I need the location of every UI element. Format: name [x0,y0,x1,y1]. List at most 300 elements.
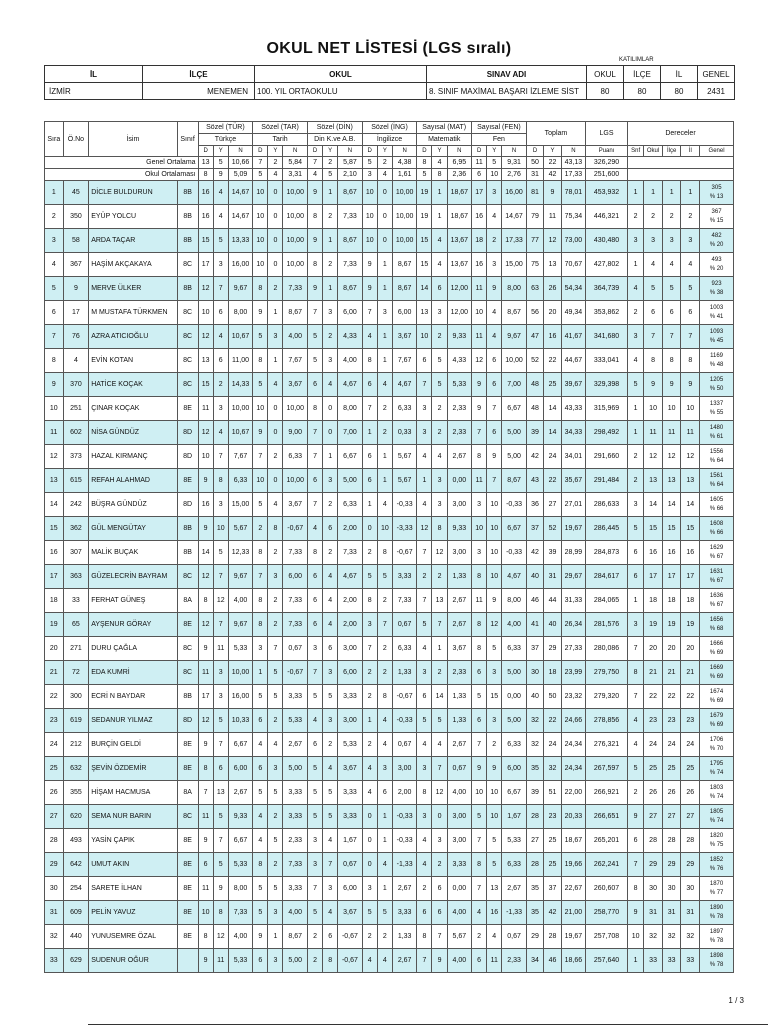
row-value: 3 [362,877,377,901]
row-value: 2 [432,565,447,589]
row-value: 3,00 [392,757,416,781]
row-value: 24 [544,733,561,757]
row-sira: 13 [45,469,64,493]
row-value: 12 [487,613,502,637]
row-value: 10 [472,781,487,805]
row-isim: AZRA ATICIOĞLU [89,325,177,349]
row-genel-rank: 1890 [709,904,724,911]
row-value: 11 [198,661,213,685]
average-value: 6 [472,169,487,181]
row-genel-percent: % 67 [709,553,724,560]
row-value: 25 [544,853,561,877]
row-value: 4 [644,253,663,277]
row-value: 7 [417,373,432,397]
table-row [45,229,734,253]
row-ono: 300 [63,685,89,709]
row-isim: BÜŞRA GÜNDÜZ [89,493,177,517]
col-ono: Ö.No [63,122,89,157]
average-value: 43,13 [561,157,585,169]
row-sinif: 8E [177,733,198,757]
row-value: 3,00 [447,493,471,517]
row-value: 4 [323,829,338,853]
row-value: 5 [307,685,322,709]
row-value: 8 [213,469,228,493]
row-value: 8,67 [338,277,362,301]
row-value: 286,633 [586,493,628,517]
row-value: 4 [213,325,228,349]
average-value: 4 [307,169,322,181]
row-value: -0,67 [392,685,416,709]
row-value: 9 [487,445,502,469]
row-value: 10,33 [228,709,252,733]
row-value: 10 [253,181,268,205]
row-value: 5 [268,685,283,709]
row-value: 8,67 [338,229,362,253]
row-value: 12 [198,325,213,349]
row-value: 10 [377,517,392,541]
row-value: 18 [472,229,487,253]
row-value: 5 [307,325,322,349]
row-isim: ECRİ N BAYDAR [89,685,177,709]
col-n: N [338,146,362,157]
row-value: 9 [198,469,213,493]
row-value: 12 [198,613,213,637]
row-value: 11 [644,421,663,445]
row-isim: DURU ÇAĞLA [89,637,177,661]
row-value: 9 [198,517,213,541]
average-value: 7 [307,157,322,169]
row-value: 3,33 [392,565,416,589]
row-value: 10,00 [283,205,307,229]
row-value: 9 [253,925,268,949]
row-value: 8 [253,277,268,301]
table-row [45,949,734,973]
row-value: 11 [487,949,502,973]
average-value: 5 [417,169,432,181]
row-sinif: 8C [177,637,198,661]
row-value: 2 [627,445,643,469]
row-value: 7 [681,325,700,349]
average-value: 4 [268,169,283,181]
row-value: 7 [307,661,322,685]
row-value: 3 [627,493,643,517]
row-value: 5 [432,349,447,373]
row-genel-percent: % 78 [709,913,724,920]
col-isim: İsim [89,122,177,157]
row-value: 11 [213,637,228,661]
row-value: 16 [544,325,561,349]
row-isim: EDA KUMRİ [89,661,177,685]
col-il: İl [681,146,700,157]
row-value: 3 [253,637,268,661]
row-genel [700,397,734,421]
row-value: 7 [472,733,487,757]
row-value: 4,00 [447,901,471,925]
row-value: 0 [362,805,377,829]
row-ono: 632 [63,757,89,781]
average-value: 5 [213,157,228,169]
header-ilce-value: MENEMEN [143,83,255,100]
row-value: 4 [213,205,228,229]
row-sinif: 8E [177,829,198,853]
row-genel [700,517,734,541]
row-value: 5,33 [228,853,252,877]
row-value: 8 [417,781,432,805]
row-value: 453,932 [586,181,628,205]
row-value: 2,67 [228,781,252,805]
row-value: 8 [253,541,268,565]
row-value: 1 [662,181,681,205]
row-value: 7,67 [392,349,416,373]
row-isim: SARETE İLHAN [89,877,177,901]
row-genel [700,181,734,205]
row-genel-rank: 1631 [709,568,724,575]
row-ono: 370 [63,373,89,397]
row-value: 4 [377,853,392,877]
row-value: 2,33 [447,421,471,445]
row-value: 10 [253,205,268,229]
row-value: 1 [432,181,447,205]
row-value: 8 [472,637,487,661]
row-sira: 4 [45,253,64,277]
row-sira: 3 [45,229,64,253]
row-value: 19,66 [561,853,585,877]
row-value: 364,739 [586,277,628,301]
row-value: 10 [662,397,681,421]
row-value: 13 [213,781,228,805]
row-value: 26 [544,277,561,301]
row-value: 3,67 [338,901,362,925]
row-value: 6,67 [228,829,252,853]
header-okul-count-label: OKUL [587,66,624,83]
row-value: 3 [417,421,432,445]
row-value: 6 [417,685,432,709]
row-value: 4 [268,373,283,397]
row-value: 258,770 [586,901,628,925]
row-value: 10 [487,517,502,541]
row-value: 15 [644,517,663,541]
col-ing-top: Sözel (İNG) [362,122,417,134]
table-row [45,277,734,301]
row-value: 22 [681,685,700,709]
row-genel [700,685,734,709]
row-value: 5,33 [228,949,252,973]
row-value: 13,33 [228,229,252,253]
row-value: 29 [644,853,663,877]
average-value: 7 [253,157,268,169]
row-value: 13 [662,469,681,493]
table-row [45,397,734,421]
row-value: 16 [681,541,700,565]
row-value: 10 [253,469,268,493]
row-sinif: 8E [177,613,198,637]
row-value: 9 [544,181,561,205]
row-value: 3 [487,181,502,205]
row-value: 16,00 [228,685,252,709]
row-value: 2 [323,205,338,229]
row-value: 2 [268,709,283,733]
row-value: 10,00 [392,229,416,253]
row-ono: 619 [63,709,89,733]
table-row [45,565,734,589]
row-value: 5 [627,373,643,397]
row-value: 33 [644,949,663,973]
row-genel-rank: 1205 [709,376,724,383]
col-tur-top: Sözel (TÜR) [198,122,253,134]
row-value: 1 [377,805,392,829]
row-value: 3,67 [283,493,307,517]
row-genel-rank: 1093 [709,328,724,335]
row-value: 17 [472,181,487,205]
row-value: 8 [472,613,487,637]
row-value: 32 [662,925,681,949]
row-value: 4 [362,325,377,349]
row-value: 8 [198,589,213,613]
row-sinif: 8C [177,565,198,589]
row-value: 4 [417,445,432,469]
row-value: 4 [253,805,268,829]
col-d: D [198,146,213,157]
row-value: 7 [662,325,681,349]
row-value: 5 [268,781,283,805]
average-value: 251,600 [586,169,628,181]
row-value: 9 [644,373,663,397]
row-value: 5 [307,805,322,829]
table-row [45,421,734,445]
row-value: 5 [487,853,502,877]
row-value: 2 [323,325,338,349]
average-value: 2,36 [447,169,471,181]
row-value: 22,67 [561,877,585,901]
row-value: 24 [644,733,663,757]
row-value: 276,321 [586,733,628,757]
row-genel-rank: 1656 [709,616,724,623]
row-value: 6,33 [502,637,526,661]
row-sinif: 8C [177,349,198,373]
row-value: 5 [268,661,283,685]
row-value: 0 [362,853,377,877]
row-value: 4,00 [283,901,307,925]
row-value: 3 [323,301,338,325]
row-value: 4,33 [338,325,362,349]
row-value: 10 [487,565,502,589]
row-ono: 58 [63,229,89,253]
row-value: 17 [198,685,213,709]
row-value: 0 [268,229,283,253]
row-value: 9,33 [447,517,471,541]
row-sinif: 8E [177,757,198,781]
row-value: 8,00 [338,397,362,421]
row-value: 3 [432,469,447,493]
row-value: 3 [681,229,700,253]
row-value: 9 [198,733,213,757]
row-value: 3 [268,757,283,781]
row-value: 5 [417,709,432,733]
table-row [45,829,734,853]
table-row [45,685,734,709]
row-value: 5 [681,277,700,301]
row-value: 12 [544,229,561,253]
row-value: 5 [213,229,228,253]
row-isim: YASİN ÇAPIK [89,829,177,853]
row-value: 5 [268,877,283,901]
row-value: 3 [213,661,228,685]
row-value: 2 [323,541,338,565]
row-value: -1,33 [502,901,526,925]
row-value: 2,33 [283,829,307,853]
row-sira: 31 [45,901,64,925]
row-value: 5 [472,685,487,709]
row-value: 28 [681,829,700,853]
row-value: 1 [323,229,338,253]
row-ono: 440 [63,925,89,949]
row-value: 11 [472,277,487,301]
row-value: 42 [526,445,543,469]
row-isim: DİCLE BULDURUN [89,181,177,205]
row-value: 3,00 [447,829,471,853]
row-value: 17 [198,253,213,277]
row-value: 16 [662,541,681,565]
row-isim: EYÜP YOLCU [89,205,177,229]
row-genel-percent: % 68 [709,625,724,632]
row-genel-rank: 1629 [709,544,724,551]
row-value: 9 [487,277,502,301]
row-value: 427,802 [586,253,628,277]
row-value: 13 [487,877,502,901]
row-value: 20 [644,637,663,661]
row-isim: MERVE ÜLKER [89,277,177,301]
row-value: 27 [544,493,561,517]
row-value: 2 [627,301,643,325]
row-value: 10 [362,181,377,205]
row-value: 14 [681,493,700,517]
row-value: 2 [362,661,377,685]
row-sira: 30 [45,877,64,901]
row-sinif: 8C [177,325,198,349]
row-sinif: 8D [177,493,198,517]
row-ono: 620 [63,805,89,829]
row-value: 3,33 [283,781,307,805]
row-value: 5 [253,781,268,805]
row-value: 3 [487,709,502,733]
row-isim: SEMA NUR BARIN [89,805,177,829]
row-value: 2 [432,853,447,877]
row-value: 2 [487,229,502,253]
row-value: 18,67 [561,829,585,853]
row-ono: 373 [63,445,89,469]
col-fen-top: Sayısal (FEN) [472,122,527,134]
row-value: 10 [198,901,213,925]
row-value: 7 [213,613,228,637]
row-value: 9,33 [447,325,471,349]
row-value: 4 [323,757,338,781]
row-value: 4 [362,781,377,805]
row-value: 7 [213,733,228,757]
row-value: 12 [662,445,681,469]
row-value: 7 [432,925,447,949]
row-value: 291,484 [586,469,628,493]
row-value: 8,00 [228,301,252,325]
row-value: 2 [377,397,392,421]
row-value: 0,00 [447,877,471,901]
row-genel-rank: 1803 [709,784,724,791]
row-genel-percent: % 74 [709,769,724,776]
row-genel-percent: % 66 [709,505,724,512]
table-row [45,205,734,229]
row-value: 7 [307,421,322,445]
average-value: 10 [487,169,502,181]
row-value: 5 [307,901,322,925]
row-value: 8 [307,253,322,277]
row-value: 1 [644,181,663,205]
col-genel: Genel [700,146,734,157]
row-value: 341,680 [586,325,628,349]
row-value: 6 [213,349,228,373]
row-value: 17 [681,565,700,589]
row-genel-percent: % 76 [709,865,724,872]
row-value: 13,67 [447,229,471,253]
row-value: 5 [432,709,447,733]
row-value: 78,01 [561,181,585,205]
row-value: 7 [377,613,392,637]
col-d: D [472,146,487,157]
row-value: 6 [213,301,228,325]
row-value: 333,041 [586,349,628,373]
row-value: 3 [323,709,338,733]
row-value: 10 [487,805,502,829]
row-sinif: 8C [177,253,198,277]
row-value: 262,241 [586,853,628,877]
row-value: 18 [662,589,681,613]
row-value: 9 [307,181,322,205]
row-value: 2,33 [447,661,471,685]
row-value: 5 [253,901,268,925]
row-value: 21 [644,661,663,685]
row-value: 43 [526,469,543,493]
table-row [45,661,734,685]
row-sira: 8 [45,349,64,373]
row-value: 4 [662,253,681,277]
row-value: 0 [362,829,377,853]
row-value: 8 [323,949,338,973]
row-value: 6 [198,853,213,877]
row-genel [700,925,734,949]
row-value: 8 [377,685,392,709]
average-value: 10,66 [228,157,252,169]
row-value: 15 [662,517,681,541]
header-il-value: İZMİR [45,83,143,100]
row-sinif: 8A [177,589,198,613]
row-value: 11 [472,325,487,349]
row-value: 79 [526,205,543,229]
row-sinif: 8D [177,421,198,445]
col-n: N [228,146,252,157]
row-value: 2 [268,589,283,613]
row-value: 16,00 [502,181,526,205]
col-n: N [283,146,307,157]
row-value: 8,00 [502,277,526,301]
table-row [45,469,734,493]
row-value: 15,00 [502,253,526,277]
col-n: N [392,146,416,157]
row-value: 4 [362,757,377,781]
row-genel-rank: 493 [711,256,722,263]
row-sinif: 8B [177,685,198,709]
row-value: 12 [432,541,447,565]
row-value: 6,33 [283,445,307,469]
row-isim: BURÇİN GELDİ [89,733,177,757]
row-value: 3 [627,229,643,253]
